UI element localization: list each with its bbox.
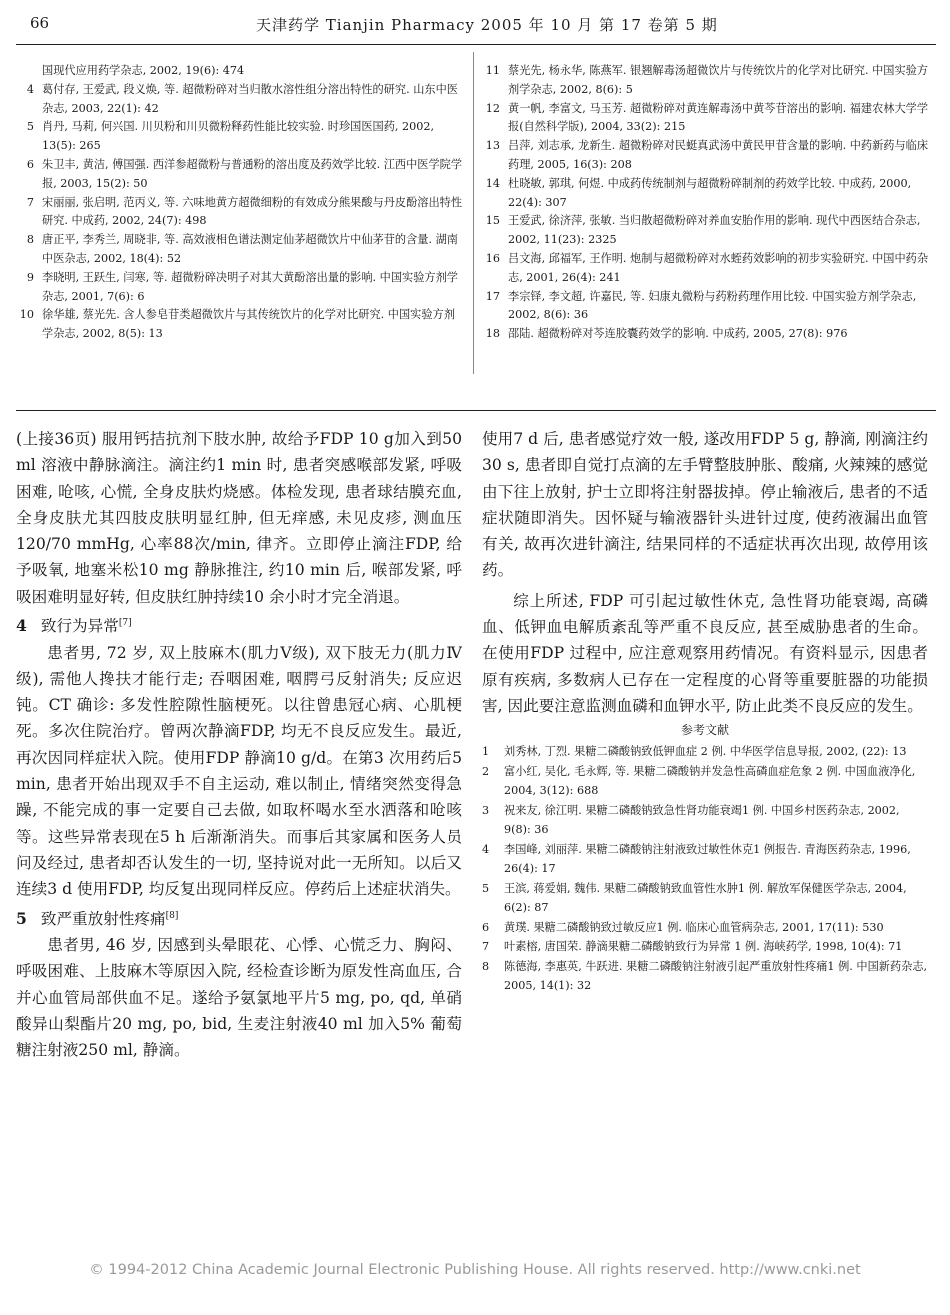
section-number: 5	[16, 908, 27, 928]
reference-number: 4	[26, 82, 34, 96]
top-refs-left	[16, 62, 462, 344]
reference-text: 黄一帆, 李富文, 马玉芳. 超微粉碎对黄连解毒汤中黄芩苷溶出的影响. 福建农林大学学报(自然科学版), 2004, 33(2): 215	[508, 101, 929, 134]
reference-text: 叶素榕, 唐国荣. 静滴果糖二磷酸钠致行为异常 1 例. 海峡药学, 1998, 10(4): 71	[504, 940, 903, 954]
reference-number: 17	[485, 289, 500, 303]
journal-info: 天津药学 Tianjin Pharmacy 2005 年 10 月 第 17 卷第 5 期	[256, 16, 718, 34]
section-title: 致严重放射性疼痛	[40, 909, 166, 928]
reference-item	[482, 762, 928, 801]
reference-item	[16, 269, 462, 307]
reference-number: 6	[26, 157, 34, 171]
reference-item	[482, 840, 928, 879]
reference-text: 王爱武, 徐济萍, 张敏. 当归散超微粉碎对养血安胎作用的影响. 现代中西医结合杂志, 2002, 11(23): 2325	[508, 214, 921, 247]
reference-number: 2	[482, 764, 490, 778]
reference-item	[482, 957, 928, 996]
header-rule	[16, 44, 936, 45]
section-number: 4	[16, 616, 27, 636]
reference-text: 陈德海, 李惠英, 牛跃进. 果糖二磷酸钠注射液引起严重放射性疼痛1 例. 中国新药杂志, 2005, 14(1): 32	[504, 959, 928, 993]
reference-item	[482, 250, 928, 288]
right-body-column	[482, 426, 928, 996]
reference-number: 13	[485, 139, 500, 153]
reference-text: 李宗铎, 李文超, 许嘉民, 等. 妇康丸微粉与药粉药理作用比较. 中国实验方剂学杂志, 2002, 8(6): 36	[508, 289, 917, 322]
section-heading-4	[16, 610, 462, 639]
reference-number: 7	[26, 195, 34, 209]
reference-item	[482, 918, 928, 938]
reference-text: 蔡光先, 杨永华, 陈燕军. 银翘解毒汤超微饮片与传统饮片的化学对比研究. 中国实验方剂学杂志, 2002, 8(6): 5	[508, 64, 929, 96]
reference-text: 葛付存, 王爱武, 段义焕, 等. 超微粉碎对当归散水溶性组分溶出特性的研究. 山东中医杂志, 2003, 22(1): 42	[42, 82, 458, 115]
reference-item	[482, 325, 928, 344]
reference-number: 18	[485, 327, 500, 341]
reference-item	[482, 62, 928, 100]
reference-text: 邵陆. 超微粉碎对芩连胶囊药效学的影响. 中成药, 2005, 27(8): 976	[508, 327, 848, 341]
copyright-footer: © 1994-2012 China Academic Journal Electronic Publishing House. All rights reserved. http://www.cnki.net	[89, 1262, 861, 1278]
reference-item	[482, 288, 928, 326]
reference-number: 16	[485, 251, 500, 265]
section-title: 致行为异常	[40, 617, 119, 636]
reference-text: 祝来友, 徐江明. 果糖二磷酸钠致急性肾功能衰竭1 例. 中国乡村医药杂志, 2002, 9(8): 36	[504, 803, 900, 837]
reference-item	[16, 231, 462, 269]
body-paragraph: 使用7 d 后, 患者感觉疗效一般, 遂改用FDP 5 g, 静滴, 刚滴注约30 s, 患者即自觉打点滴的左手臂整肢肿胀、酸痛, 火辣辣的感觉由下往上放射, 护士立即将注射器拔掉。停止输液后, 患者的不适症状随即消失。因怀疑与输液器针头进针过度, 使药液漏出血管有关, 故再次进针滴注, 结果同样的不适症状再次出现, 故停用该药。	[482, 430, 928, 580]
page-number: 66	[30, 14, 50, 32]
reference-number: 3	[482, 803, 490, 817]
section-heading-5	[16, 903, 462, 932]
reference-number: 6	[482, 920, 490, 934]
reference-item	[482, 937, 928, 957]
reference-text: 王滨, 蒋爱娟, 魏伟. 果糖二磷酸钠致血管性水肿1 例. 解放军保健医学杂志, 2004, 6(2): 87	[504, 881, 907, 915]
reference-number: 11	[485, 64, 500, 77]
reference-item	[482, 212, 928, 250]
top-refs-right	[482, 62, 928, 344]
reference-number: 14	[485, 176, 500, 190]
reference-text: 杜晓敏, 郭琪, 何煜. 中成药传统制剂与超微粉碎制剂的药效学比较. 中成药, 2000, 22(4): 307	[508, 176, 912, 209]
reference-item	[482, 742, 928, 762]
reference-number: 4	[482, 842, 490, 856]
reference-item	[482, 801, 928, 840]
reference-text: 吕萍, 刘志承, 龙新生. 超微粉碎对民蜓真武汤中黄民甲苷含量的影响. 中药新药与临床药理, 2005, 16(3): 208	[508, 139, 929, 171]
reference-text: 富小红, 吴化, 毛永辉, 等. 果糖二磷酸钠并发急性高磷血症危象 2 例. 中国血液净化, 2004, 3(12): 688	[504, 764, 916, 798]
body-paragraph: 患者男, 72 岁, 双上肢麻木(肌力Ⅴ级), 双下肢无力(肌力Ⅳ级), 需他人搀扶才能行走; 吞咽困难, 咽腭弓反射消失; 反应迟钝。CT 确诊: 多发性腔隙性脑梗死。以往曾患冠心病、心肌梗死。多次住院治疗。曾两次静滴FDP, 均无不良反应发生。最近, 再次因同样症状入院。使用FDP 静滴10 g/d。在第3 次用药后5 min, 患者开始出现双手不自主运动, 难以制止, 情绪突然变得急躁, 不能完成的事一定要自己去做, 如取杯喝水至水洒落和呛咳等。这些异常表现在5 h 后渐渐消失。而事后其家属和医务人员问及经过, 患者却否认发生的一切, 坚持说对此一无所知。以后又连续3 d 使用FDP, 均反复出现同样反应。停药后上述症状消失。	[16, 643, 462, 899]
reference-number: 12	[485, 101, 500, 115]
reference-item	[16, 118, 462, 156]
reference-item	[482, 100, 928, 138]
reference-item	[16, 81, 462, 119]
section-rule	[16, 410, 936, 411]
reference-item	[16, 194, 462, 232]
reference-number: 5	[26, 120, 34, 134]
left-body-column	[16, 426, 462, 1064]
reference-item	[482, 137, 928, 175]
reference-number: 10	[19, 308, 34, 322]
references-title: 参考文献	[680, 723, 729, 738]
reference-text: 徐华雄, 蔡光先. 含人参皂苷类超微饮片与其传统饮片的化学对比研究. 中国实验方剂学杂志, 2002, 8(5): 13	[42, 308, 455, 341]
column-divider	[473, 52, 474, 374]
reference-text: 吕文海, 邱福军, 王作明. 炮制与超微粉碎对水蛭药效影响的初步实验研究. 中国中药杂志, 2001, 26(4): 241	[508, 251, 929, 284]
reference-item	[16, 62, 462, 81]
reference-text: 李晓明, 王跃生, 闫寒, 等. 超微粉碎决明子对其大黄酚溶出量的影响. 中国实验方剂学杂志, 2001, 7(6): 6	[42, 270, 458, 303]
reference-number: 7	[482, 940, 490, 954]
running-header	[16, 12, 936, 38]
reference-item	[16, 306, 462, 344]
reference-number: 5	[482, 881, 490, 895]
citation: [7]	[118, 618, 132, 629]
reference-text: 肖丹, 马莉, 何兴国. 川贝粉和川贝微粉释药性能比较实验. 时珍国医国药, 2002, 13(5): 265	[42, 120, 435, 153]
reference-number: 9	[26, 270, 34, 284]
reference-item	[482, 175, 928, 213]
reference-text: 李国峰, 刘丽萍. 果糖二磷酸钠注射液致过敏性休克1 例报告. 青海医药杂志, 1996, 26(4): 17	[504, 842, 911, 876]
reference-number: 1	[482, 745, 490, 759]
reference-number: 15	[485, 214, 500, 228]
reference-text: 朱卫丰, 黄洁, 傅国强. 西洋参超微粉与普通粉的溶出度及药效学比较. 江西中医学院学报, 2003, 15(2): 50	[42, 157, 463, 190]
reference-text: 国现代应用药学杂志, 2002, 19(6): 474	[42, 64, 245, 77]
citation: [8]	[165, 910, 179, 921]
body-paragraph: (上接36页) 服用钙拮抗剂下肢水肿, 故给予FDP 10 g加入到50 ml 溶液中静脉滴注。滴注约1 min 时, 患者突感喉部发紧, 呼吸困难, 呛咳, 心慌, 全身皮肤灼烧感。体检发现, 患者球结膜充血, 全身皮肤尤其四肢皮肤明显红肿, 但无痒感, 未见皮疹, 测血压120/70 mmHg, 心率88次/min, 律齐。立即停止滴注FDP, 给予吸氧, 地塞米松10 mg 静脉推注, 约10 min 后, 喉部发紧, 呼吸困难明显好转, 但皮肤红肿持续10 余小时才完全消退。	[16, 430, 462, 606]
reference-text: 宋丽丽, 张启明, 范丙义, 等. 六味地黄方超微细粉的有效成分熊果酸与丹皮酚溶出特性研究. 中成药, 2002, 24(7): 498	[42, 195, 463, 228]
reference-item	[16, 156, 462, 194]
reference-number: 8	[482, 959, 490, 973]
body-paragraph: 患者男, 46 岁, 因感到头晕眼花、心悸、心慌乏力、胸闷、呼吸困难、上肢麻木等原因入院, 经检查诊断为原发性高血压, 合并心血管局部供血不足。遂给予氨氯地平片5 mg, po, qd, 单硝酸异山梨酯片20 mg, po, bid, 生麦注射液40 ml 加入5% 葡萄糖注射液250 ml, 静滴。	[16, 936, 462, 1060]
reference-item	[482, 879, 928, 918]
reference-number: 8	[26, 233, 34, 247]
references-list	[482, 742, 928, 996]
reference-text: 刘秀林, 丁烈. 果糖二磷酸钠致低钾血症 2 例. 中华医学信息导报, 2002, (22): 13	[504, 745, 907, 759]
body-paragraph: 综上所述, FDP 可引起过敏性休克, 急性肾功能衰竭, 高磷血、低钾血电解质紊乱等严重不良反应, 甚至威胁患者的生命。在使用FDP 过程中, 应注意观察用药情况。有资料显示, 因患者原有疾病, 多数病人已存在一定程度的心肾等重要脏器的功能损害, 因此要注意监测血磷和血钾水平, 防止此类不良反应的发生。	[482, 591, 928, 715]
reference-text: 唐正平, 李秀兰, 周晓非, 等. 高效液相色谱法测定仙茅超微饮片中仙茅苷的含量. 湖南中医杂志, 2002, 18(4): 52	[42, 233, 458, 265]
reference-text: 黄璞. 果糖二磷酸钠致过敏反应1 例. 临床心血管病杂志, 2001, 17(11): 530	[504, 920, 884, 934]
